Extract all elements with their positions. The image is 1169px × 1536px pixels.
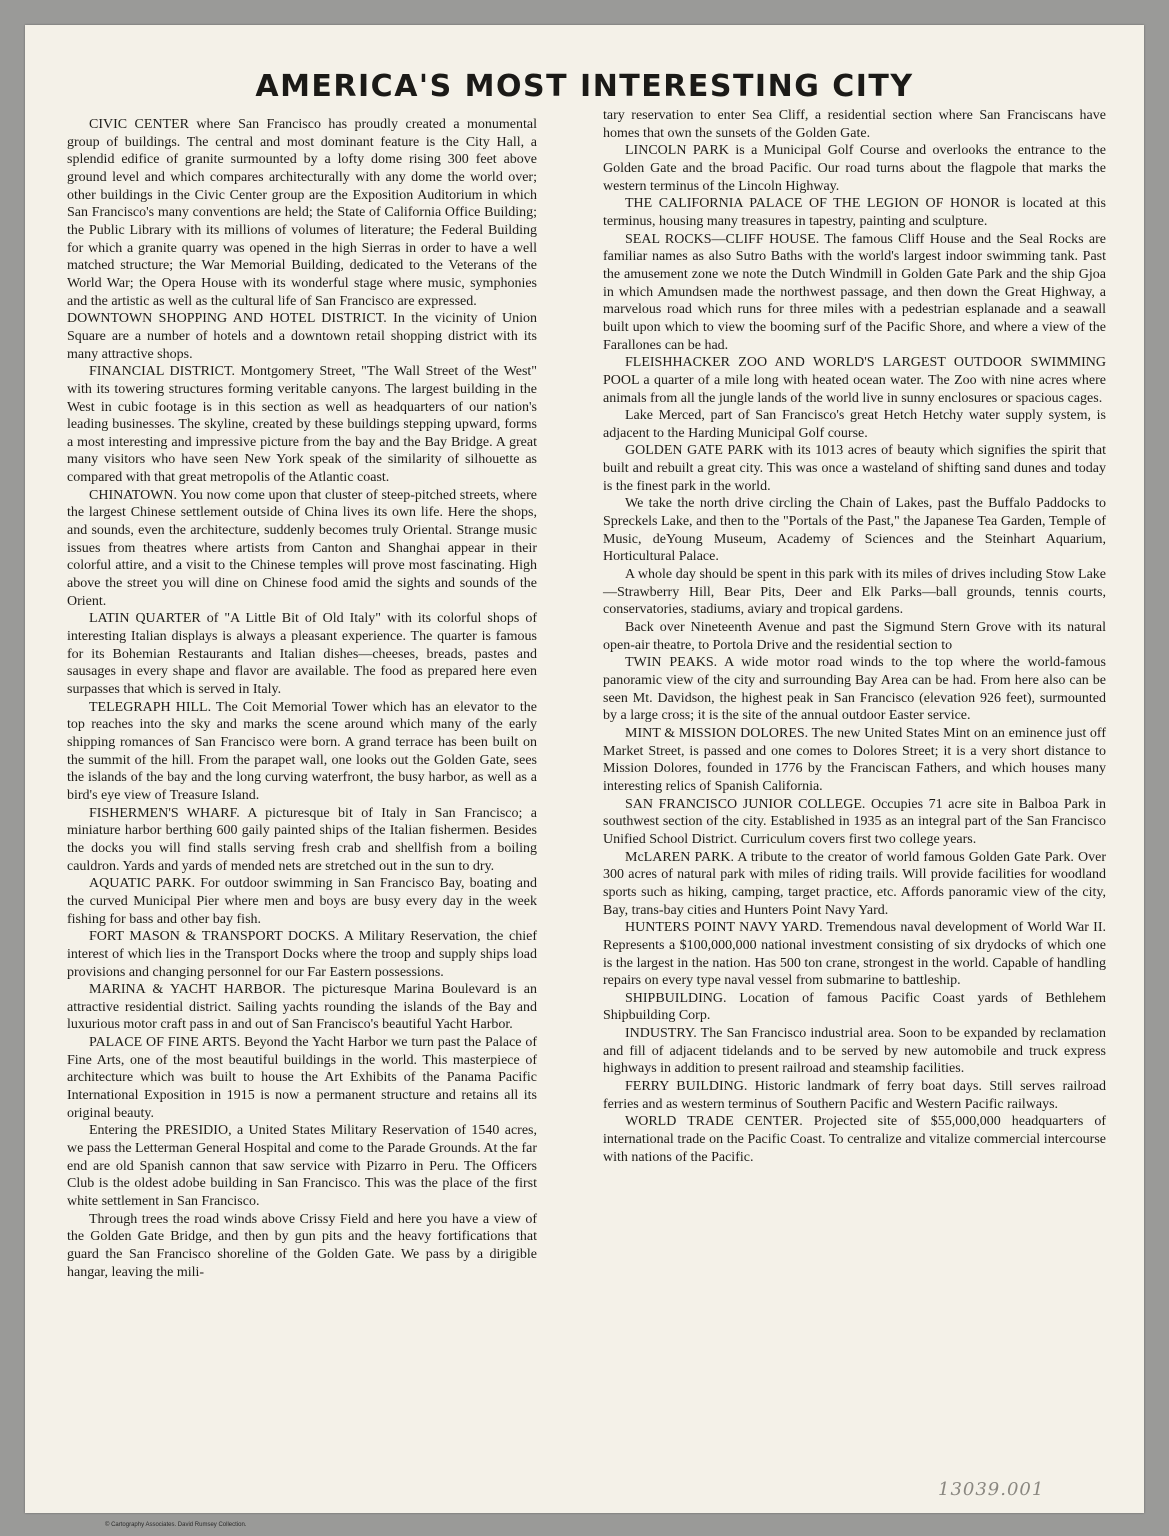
copyright-credit: © Cartography Associates. David Rumsey Collection.	[105, 1522, 247, 1528]
paragraph-junior-college: SAN FRANCISCO JUNIOR COLLEGE. Occupies 71 acre site in Balboa Park in southwest section of the city. Established in 1935 as an integral part of the San Francisco Unified School District. Curriculum covers first two college years.	[603, 796, 1106, 847]
paragraph-lincoln-park: LINCOLN PARK is a Municipal Golf Course and overlooks the entrance to the Golden Gate and the broad Pacific. Our road turns about the flagpole that marks the western terminus of the Lincoln Highway.	[603, 143, 1106, 194]
left-column	[67, 116, 537, 1281]
paragraph-latin-quarter: LATIN QUARTER of "A Little Bit of Old Italy" with its colorful shops of interesting Italian displays is always a pleasant experience. The quarter is famous for its Bohemian Restaurants and Italian dishes—cheeses, breads, pastes and sausages in every shape and flavor are available. The food as prepared here even surpasses that which is served in Italy.	[67, 611, 537, 697]
paragraph-twin-peaks: TWIN PEAKS. A wide motor road winds to the top where the world-famous panoramic view of the city and surrounding Bay Area can be had. From here also can be seen Mt. Davidson, the highest peak in San Francisco (elevation 926 feet), surmounted by a large cross; it is the site of the annual outdoor Easter service.	[603, 655, 1106, 724]
paragraph-downtown: DOWNTOWN SHOPPING AND HOTEL DISTRICT. In the vicinity of Union Square are a number of hotels and a downtown retail shopping district with its many attractive shops.	[67, 311, 537, 362]
paragraph-fishermens-wharf: FISHERMEN'S WHARF. A picturesque bit of Italy in San Francisco; a miniature harbor berthing 600 gaily painted ships of the Italian fishermen. Besides the docks you will find stalls serving fresh crab and shellfish from a boiling cauldron. Yards and yards of mended nets are stretched out in the sun to dry.	[67, 805, 537, 874]
paragraph-fleishhacker-zoo: FLEISHHACKER ZOO AND WORLD'S LARGEST OUTDOOR SWIMMING POOL a quarter of a mile long with heated ocean water. The Zoo with nine acres where animals from all the jungle lands of the world live in sunny enclosures or spacious cages.	[603, 355, 1106, 406]
paragraph-nineteenth-avenue: Back over Nineteenth Avenue and past the Sigmund Stern Grove with its natural open-air theatre, to Portola Drive and the residential section to	[603, 620, 1106, 653]
paragraph-sea-cliff: tary reservation to enter Sea Cliff, a residential section where San Franciscans have homes that own the sunsets of the Golden Gate.	[603, 108, 1106, 141]
page-title: AMERICA'S MOST INTERESTING CITY	[255, 69, 914, 104]
paragraph-whole-day: A whole day should be spent in this park with its miles of drives including Stow Lake—Strawberry Hill, Bear Pits, Deer and Elk Parks—ball grounds, tennis courts, conservatories, stadiums, aviary and tropical gardens.	[603, 567, 1106, 618]
paragraph-aquatic-park: AQUATIC PARK. For outdoor swimming in San Francisco Bay, boating and the curved Municipal Pier where men and boys are busy every day in the week fishing for bass and other bay fish.	[67, 876, 537, 927]
paragraph-golden-gate-park: GOLDEN GATE PARK with its 1013 acres of beauty which signifies the spirit that built and rebuilt a great city. This was once a wasteland of shifting sand dunes and today is the finest park in the world.	[603, 443, 1106, 494]
document-page	[25, 25, 1144, 1528]
paragraph-world-trade-center: WORLD TRADE CENTER. Projected site of $55,000,000 headquarters of international trade on the Pacific Coast. To centralize and vitalize commercial intercourse with nations of the Pacific.	[603, 1114, 1106, 1165]
paragraph-mint-mission: MINT & MISSION DOLORES. The new United States Mint on an eminence just off Market Street, is passed and one comes to Dolores Street; it is a very short distance to Mission Dolores, founded in 1776 by the Franciscan Fathers, and which houses many interesting relics of Spanish California.	[603, 725, 1106, 794]
paragraph-civic-center: CIVIC CENTER where San Francisco has proudly created a monumental group of buildings. The central and most dominant feature is the City Hall, a splendid edifice of granite surmounted by a lofty dome rising 300 feet above ground level and which compares architecturally with any dome the world over; other buildings in the Civic Center group are the Exposition Auditorium in which San Francisco's many conventions are held; the State of California Office Building; the Public Library with its millions of volumes of literature; the Federal Building for which a granite quarry was opened in the high Sierras in order to have a well matched structure; the War Memorial Building, dedicated to the Veterans of the World War; the Opera House with its wonderful stage where music, symphonies and the artistic as well as the cultural life of San Francisco are expressed.	[67, 117, 537, 309]
paragraph-legion-of-honor: THE CALIFORNIA PALACE OF THE LEGION OF HONOR is located at this terminus, housing many treasures in tapestry, painting and sculpture.	[603, 196, 1106, 229]
paragraph-mclaren-park: McLAREN PARK. A tribute to the creator of world famous Golden Gate Park. Over 300 acres of natural park with miles of riding trails. Will provide facilities for woodland sports such as hiking, camping, target practice, etc. Affords panoramic view of the city, Bay, trans-bay cities and Hunters Point Navy Yard.	[603, 849, 1106, 918]
paragraph-crissy-field: Through trees the road winds above Crissy Field and here you have a view of the Golden Gate Bridge, and then by gun pits and the heavy fortifications that guard the San Francisco shoreline of the Golden Gate. We pass by a dirigible hangar, leaving the mili-	[67, 1211, 537, 1280]
paragraph-marina: MARINA & YACHT HARBOR. The picturesque Marina Boulevard is an attractive residential district. Sailing yachts rounding the islands of the Bay and luxurious motor craft pass in and out of San Francisco's beautiful Yacht Harbor.	[67, 982, 537, 1033]
paragraph-chinatown: CHINATOWN. You now come upon that cluster of steep-pitched streets, where the largest Chinese settlement outside of China lives its own life. Here the shops, and sounds, even the architecture, suddenly becomes truly Oriental. Strange music issues from theatres where artists from Canton and Shanghai appear in their colorful attire, and a visit to the Chinese temples will prove most fascinating. High above the street you will dine on Chinese food amid the sights and sounds of the Orient.	[67, 487, 537, 609]
paragraph-industry: INDUSTRY. The San Francisco industrial area. Soon to be expanded by reclamation and fill of adjacent tidelands and to be served by new automobile and truck express highways in addition to present railroad and steamship facilities.	[603, 1026, 1106, 1077]
paragraph-palace-fine-arts: PALACE OF FINE ARTS. Beyond the Yacht Harbor we turn past the Palace of Fine Arts, one of the most beautiful buildings in the world. This masterpiece of architecture which was built to house the Art Exhibits of the Panama Pacific International Exposition in 1915 is now a permanent structure and retains all its original beauty.	[67, 1035, 537, 1121]
handwritten-catalog-number: 13039.001	[938, 1479, 1045, 1500]
paragraph-telegraph-hill: TELEGRAPH HILL. The Coit Memorial Tower which has an elevator to the top reaches into the sky and marks the scene around which many of the early shipping romances of San Francisco were born. A grand terrace has been built on the summit of the hill. From the parapet wall, one looks out the Golden Gate, sees the islands of the bay and the long curving waterfront, the busy harbor, as well as a bird's eye view of Treasure Island.	[67, 699, 537, 803]
paragraph-lake-merced: Lake Merced, part of San Francisco's great Hetch Hetchy water supply system, is adjacent to the Harding Municipal Golf course.	[603, 408, 1106, 441]
paragraph-seal-rocks: SEAL ROCKS—CLIFF HOUSE. The famous Cliff House and the Seal Rocks are familiar names as also Sutro Baths with the world's largest indoor swimming tank. Past the amusement zone we note the Dutch Windmill in Golden Gate Park and the ship Gjoa in which Amundsen made the northwest passage, and then down the Great Highway, a marvelous road which runs for three miles with a pedestrian esplanade and a seawall built upon which to view the booming surf of the Pacific Shore, and where a view of the Farallones can be had.	[603, 231, 1106, 353]
paragraph-presidio: Entering the PRESIDIO, a United States Military Reservation of 1540 acres, we pass the Letterman General Hospital and come to the Parade Grounds. At the far end are old Spanish cannon that saw service with Pizarro in Peru. The Officers Club is the oldest adobe building in San Francisco. This was the place of the first white settlement in San Francisco.	[67, 1123, 538, 1210]
right-column	[603, 107, 1106, 1166]
paragraph-financial-district: FINANCIAL DISTRICT. Montgomery Street, "The Wall Street of the West" with its towering structures forming veritable canyons. The largest building in the West in cubic footage is in this section as well as headquarters of our nation's leading businesses. The skyline, created by these buildings stepping upward, forms a most interesting and impressive picture from the bay and the Bay Bridge. A great many visitors who have seen New York speak of the similarity of silhouette as compared with that great metropolis of the Atlantic coast.	[67, 364, 537, 486]
paragraph-ferry-building: FERRY BUILDING. Historic landmark of ferry boat days. Still serves railroad ferries and as western terminus of Southern Pacific and Western Pacific railways.	[603, 1079, 1106, 1112]
paragraph-fort-mason: FORT MASON & TRANSPORT DOCKS. A Military Reservation, the chief interest of which lies in the Transport Docks where the troop and supply ships load provisions and changing personnel for our Far Eastern possessions.	[67, 929, 537, 980]
paragraph-shipbuilding: SHIPBUILDING. Location of famous Pacific Coast yards of Bethlehem Shipbuilding Corp.	[603, 990, 1106, 1024]
paragraph-hunters-point: HUNTERS POINT NAVY YARD. Tremendous naval development of World War II. Represents a $100,000,000 national investment consisting of six drydocks of which one is the largest in the nation. Has 500 ton crane, strongest in the world. Capable of handling repairs on every type naval vessel from submarine to battleship.	[603, 920, 1106, 989]
paragraph-north-drive: We take the north drive circling the Chain of Lakes, past the Buffalo Paddocks to Spreckels Lake, and then to the "Portals of the Past," the Japanese Tea Garden, Temple of Music, deYoung Museum, Academy of Sciences and the Steinhart Aquarium, Horticultural Palace.	[603, 496, 1106, 565]
